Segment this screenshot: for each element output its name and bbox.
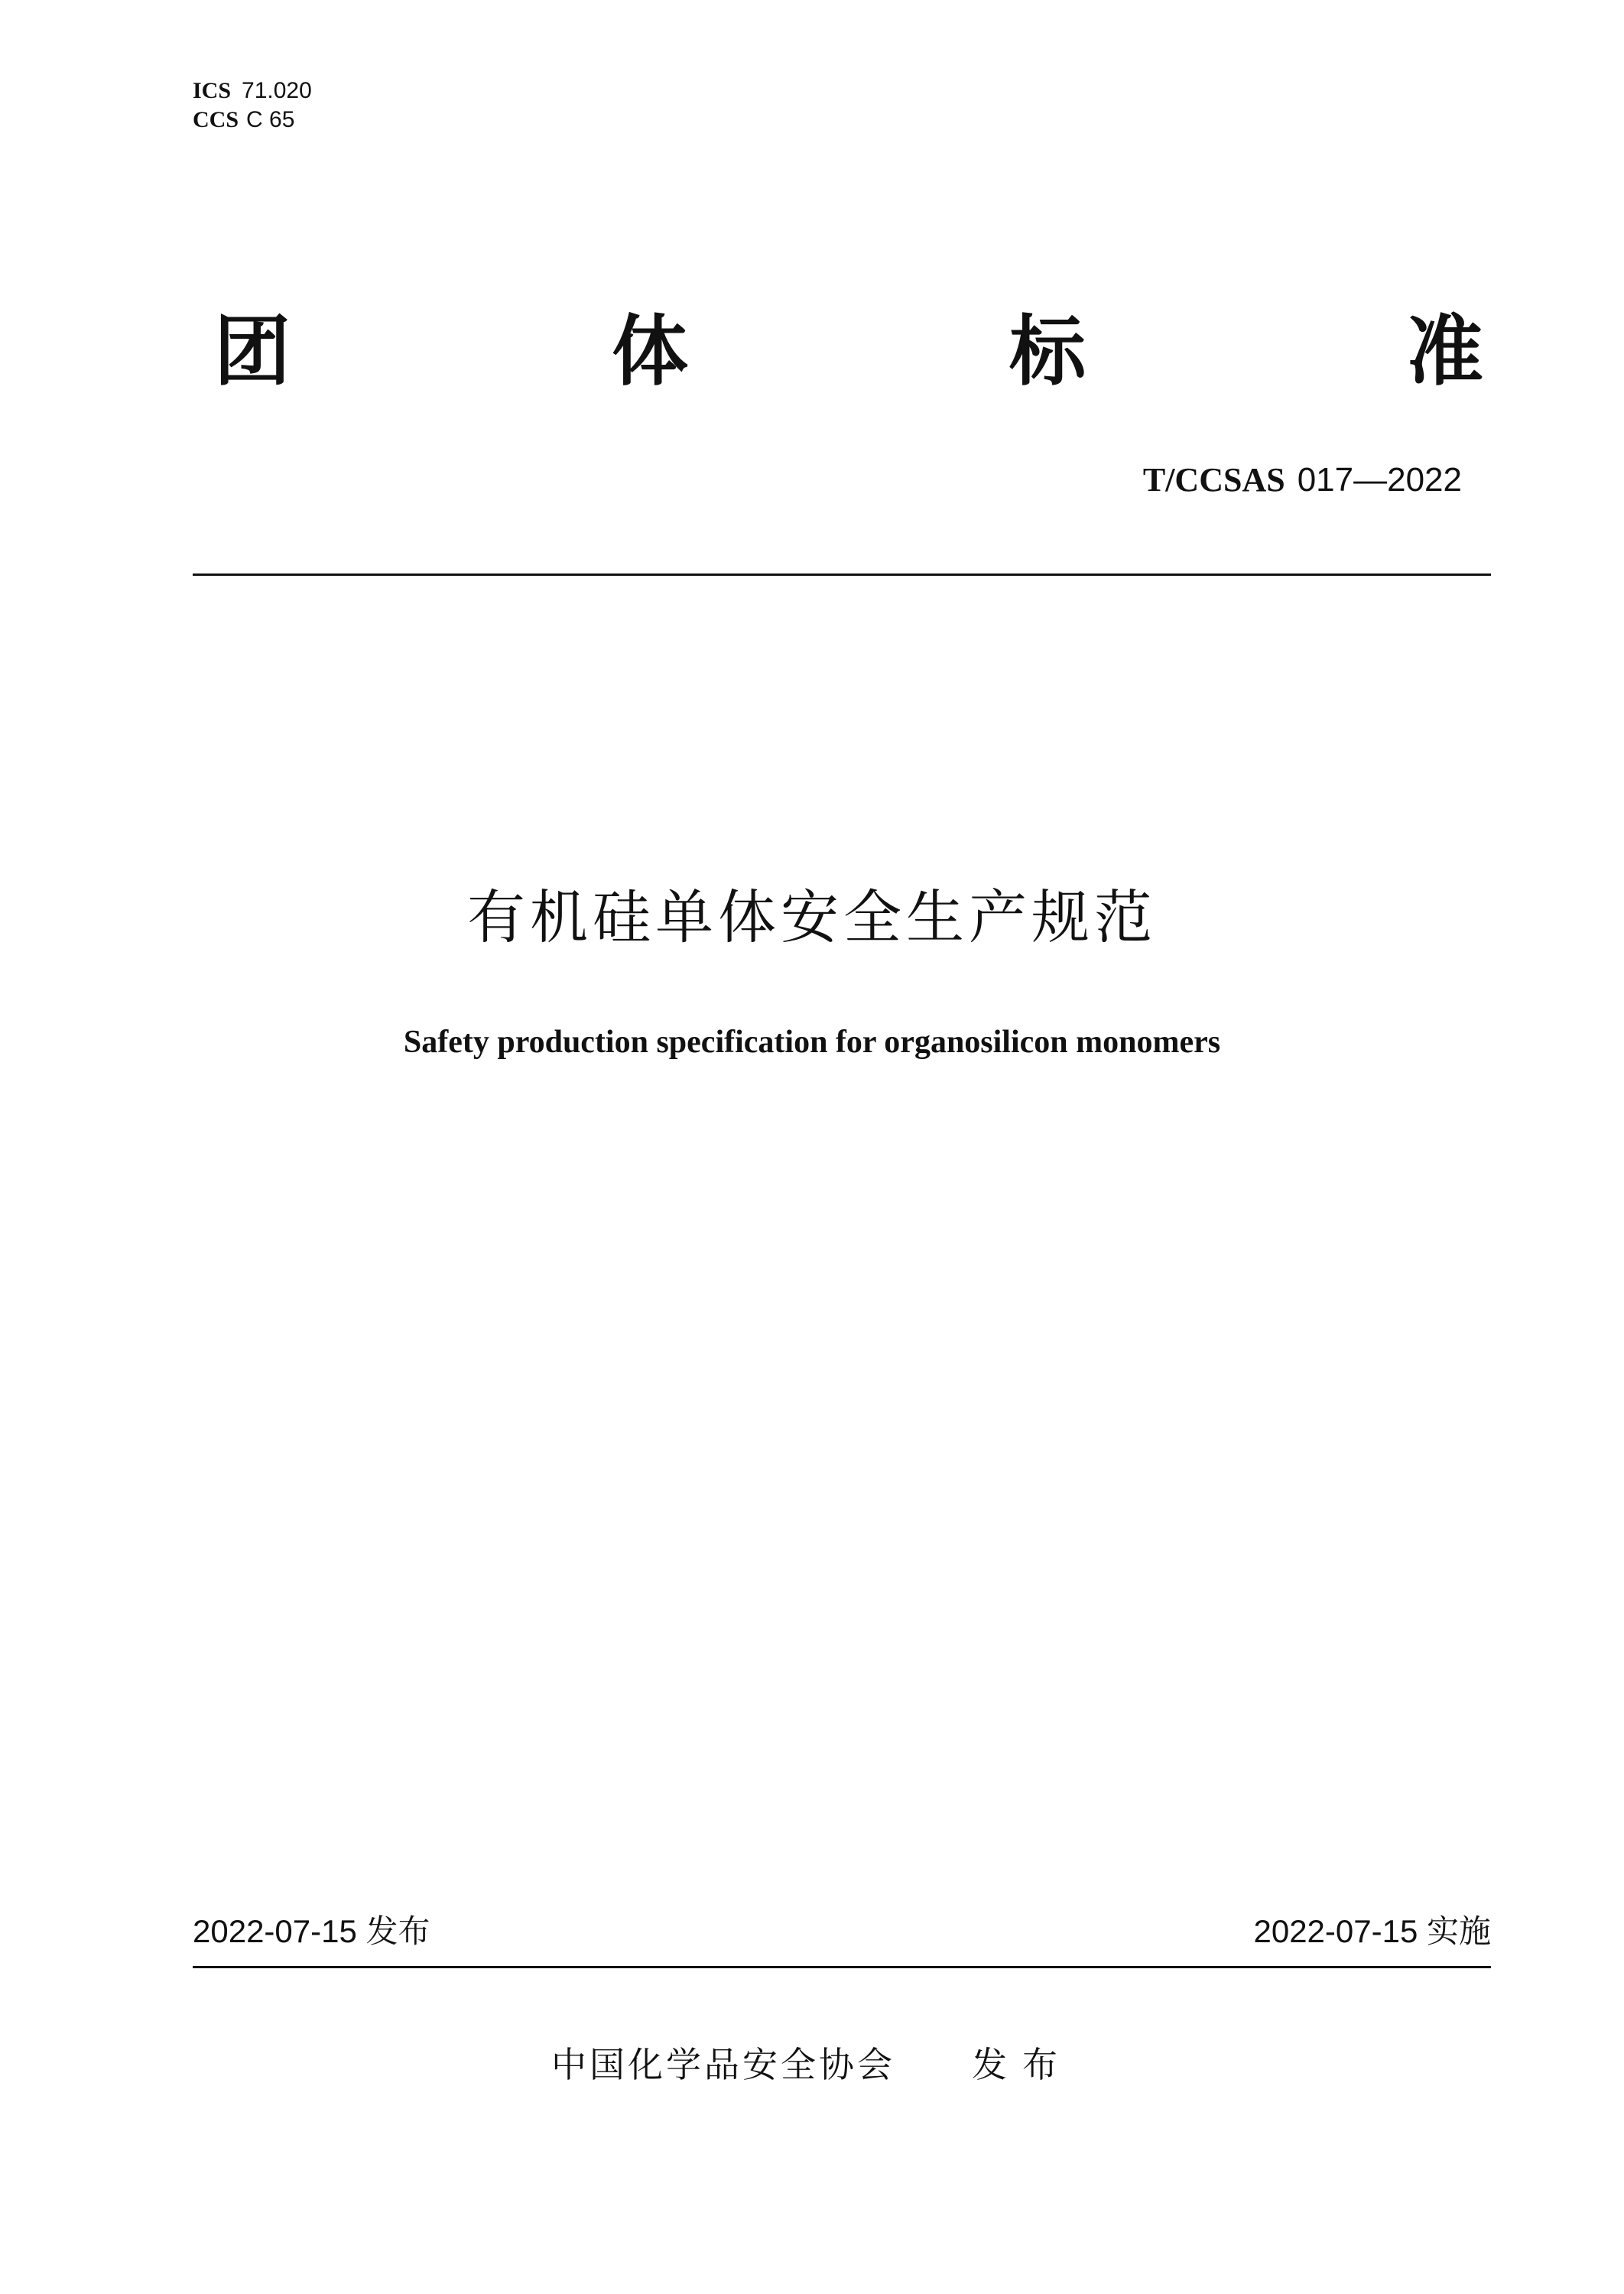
footer-divider [193, 1966, 1491, 1968]
publisher-organization: 中国化学品安全协会 [551, 2044, 895, 2085]
standard-number [1143, 460, 1462, 499]
ccs-code: C 65 [246, 107, 295, 132]
ccs-code-line [193, 106, 312, 135]
ics-label: ICS [193, 78, 232, 103]
publisher-line [0, 2040, 1624, 2089]
effective-date: 2022-07-15 实施 [1253, 1913, 1491, 1949]
issue-date: 2022-07-15 发布 [193, 1913, 430, 1949]
publisher-action: 发布 [972, 2044, 1073, 2085]
header-divider [193, 574, 1491, 576]
ics-code-line [193, 76, 312, 106]
standard-number-value: 017—2022 [1297, 461, 1462, 499]
standard-type-char: 准 [1407, 307, 1483, 396]
standard-type-char: 标 [1009, 307, 1086, 396]
classification-codes [193, 76, 312, 135]
ics-code: 71.020 [242, 78, 312, 103]
document-title-english: Safety production specification for organosilicon monomers [403, 1025, 1221, 1060]
standard-type-heading [214, 307, 1483, 396]
ccs-label: CCS [193, 107, 239, 132]
standard-type-char: 体 [612, 307, 688, 396]
standard-number-prefix: T/CCSAS [1142, 461, 1285, 499]
document-title-chinese: 有机硅单体安全生产规范 [467, 883, 1157, 951]
standard-type-char: 团 [214, 307, 291, 396]
